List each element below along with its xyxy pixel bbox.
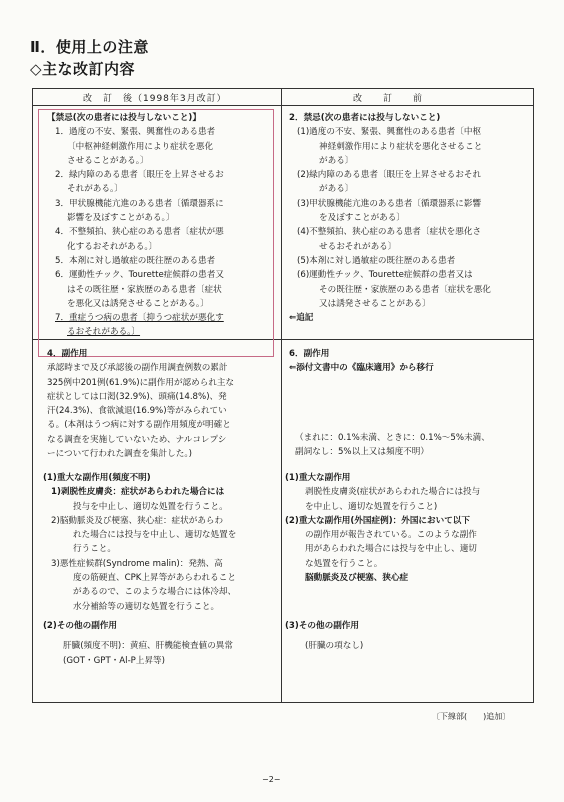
left-serious-adverse: [43, 471, 277, 614]
text-line: 投与を中止し、適切な処置を行うこと。: [73, 501, 228, 512]
table-header: [33, 89, 533, 107]
page-number: −2−: [262, 775, 281, 784]
text-line: な処置を行うこと。: [305, 558, 383, 569]
revision-table: [32, 88, 534, 703]
text-line: 化するおそれがある。〕: [67, 241, 158, 252]
text-line: せるおそれがある〕: [319, 241, 397, 252]
text-line: がある〕: [319, 184, 354, 195]
text-line: 3)悪性症候群(Syndrome malin)：発熱、高: [51, 558, 223, 569]
text-line: 〔中枢神経刺激作用により症状を悪化: [67, 141, 214, 152]
text-line: 2．緑内障のある患者〔眼圧を上昇させるお: [55, 170, 224, 181]
text-line: 325例中201例(61.9%)に副作用が認められ主な: [47, 377, 235, 388]
addition-note: ⇐追記: [289, 313, 314, 324]
text-line: 行うこと。: [73, 544, 116, 555]
text-line: 水分補給等の適切な処置を行うこと。: [73, 601, 220, 612]
text-line-added: るおそれがある。〕: [67, 327, 141, 338]
left-contraindications: [47, 111, 273, 340]
text-line: (2)緑内障のある患者〔眼圧を上昇させるおそれ: [297, 170, 482, 181]
left-other-adverse: [43, 619, 277, 668]
text-line: 神経刺激作用により症状を悪化させること: [319, 141, 483, 152]
text-line: (GOT・GPT・Al-P上昇等): [63, 655, 165, 666]
text-line: 6．副作用: [289, 349, 330, 359]
section-heading: Ⅱ．使用上の注意: [30, 38, 149, 56]
text-line: (肝臓の項なし): [305, 641, 364, 652]
text-line: その既往歴・家族歴のある患者〔症状を悪化: [319, 284, 491, 295]
text-line: 影響を及ぼすことがある。〕: [67, 213, 175, 224]
text-line: させることがある。〕: [67, 155, 149, 166]
text-line: 承認時まで及び承認後の副作用調査例数の累計: [47, 363, 228, 374]
text-line: (2)その他の副作用: [43, 621, 117, 631]
text-line: がある〕: [319, 155, 354, 166]
text-line: を中止し、適切な処置を行うこと): [305, 501, 438, 512]
moved-note: ⇐添付文書中の《臨床適用》から移行: [289, 363, 434, 374]
text-line: それがある。〕: [67, 184, 123, 195]
right-serious-adverse: [285, 471, 529, 585]
text-line: 5．本剤に対し過敏症の既往歴のある患者: [55, 255, 216, 266]
text-line: 度の筋硬直、CPK上昇等があらわれること: [73, 573, 236, 584]
text-line: (1)重大な副作用: [285, 473, 351, 483]
text-line-added: 7．重症うつ病の患者〔抑うつ症状が悪化す: [55, 313, 224, 324]
text-line: （まれに：0.1%未満、ときに：0.1%〜5%未満、: [295, 433, 490, 443]
text-line: の副作用が報告されている。このような副作: [305, 530, 477, 541]
column-divider: [281, 89, 282, 702]
text-line: 脳動脈炎及び梗塞、狭心症: [305, 573, 409, 584]
text-line: を悪化又は誘発させることがある。〕: [67, 298, 209, 309]
text-line: 症状としては口渇(32.9%)、頭痛(14.8%)、発: [47, 391, 227, 402]
text-line: 2)脳動脈炎及び梗塞、狭心症：症状があらわ: [51, 515, 224, 526]
text-line: (4)不整頻拍、狭心症のある患者〔症状を悪化さ: [297, 227, 482, 238]
text-line: ーについて行われた調査を集計した。): [47, 449, 192, 460]
text-line: 又は誘発させることがある〕: [319, 298, 431, 309]
text-line: を及ぼすことがある〕: [319, 213, 405, 224]
text-line: 1)剥脱性皮膚炎：症状があらわれた場合には: [51, 487, 225, 498]
text-line: 用があらわれた場合には投与を中止し、適切: [305, 544, 477, 555]
text-line: れた場合には投与を中止し、適切な処置を: [73, 530, 237, 541]
text-line: (3)甲状腺機能亢進のある患者〔循環器系に影響: [297, 198, 482, 209]
text-line: (2)重大な副作用(外国症例)：外国において以下: [285, 515, 470, 526]
text-line: 肝臓(頻度不明)：黄疸、肝機能検査値の異常: [63, 641, 233, 652]
text-line: はその既往歴・家族歴のある患者〔症状: [67, 284, 222, 295]
left-adverse-intro: [47, 347, 277, 461]
text-line: 4．副作用: [47, 349, 88, 359]
header-after-revision: 改 訂 後（1998年3月改訂）: [83, 94, 227, 104]
right-other-adverse: [285, 619, 529, 654]
text-line: 3．甲状腺機能亢進のある患者〔循環器系に: [55, 198, 224, 209]
text-line: (5)本剤に対し過敏症の既往歴のある患者: [297, 255, 456, 266]
right-contraindications: [289, 111, 529, 325]
text-line: (1)重大な副作用(頻度不明): [43, 473, 151, 483]
right-frequency-note: [295, 431, 529, 460]
sub-heading: ◇主な改訂内容: [30, 60, 136, 78]
text-line: 1．過度の不安、緊張、興奮性のある患者: [55, 127, 216, 138]
text-line: (1)過度の不安、緊張、興奮性のある患者〔中枢: [297, 127, 482, 138]
text-line: 副詞なし：5%以上又は頻度不明）: [295, 447, 429, 458]
text-line: 汗(24.3%)、食欲減退(16.9%)等がみられてい: [47, 406, 227, 417]
text-line: なる調査を実施していないため、ナルコレプシ: [47, 434, 227, 445]
text-line: (3)その他の副作用: [285, 621, 359, 631]
header-before-revision: 改 訂 前: [353, 94, 424, 104]
text-line: 2．禁忌(次の患者には投与しないこと): [289, 113, 441, 123]
footnote: 〔下線部( )追加〕: [432, 712, 511, 721]
text-line: (6)運動性チック、Tourette症候群の患者又は: [297, 270, 473, 281]
text-line: 【禁忌(次の患者には投与しないこと)】: [47, 113, 201, 123]
text-line: 剥脱性皮膚炎(症状があらわれた場合には投与: [305, 487, 481, 498]
right-adverse-intro: [289, 347, 529, 376]
text-line: 6．運動性チック、Tourette症候群の患者又: [55, 270, 224, 281]
text-line: があるので、このような場合には体冷却、: [73, 587, 237, 598]
text-line: 4．不整頻拍、狭心症のある患者〔症状が悪: [55, 227, 224, 238]
text-line: る。(本剤はうつ病に対する副作用頻度が明確と: [47, 420, 231, 431]
